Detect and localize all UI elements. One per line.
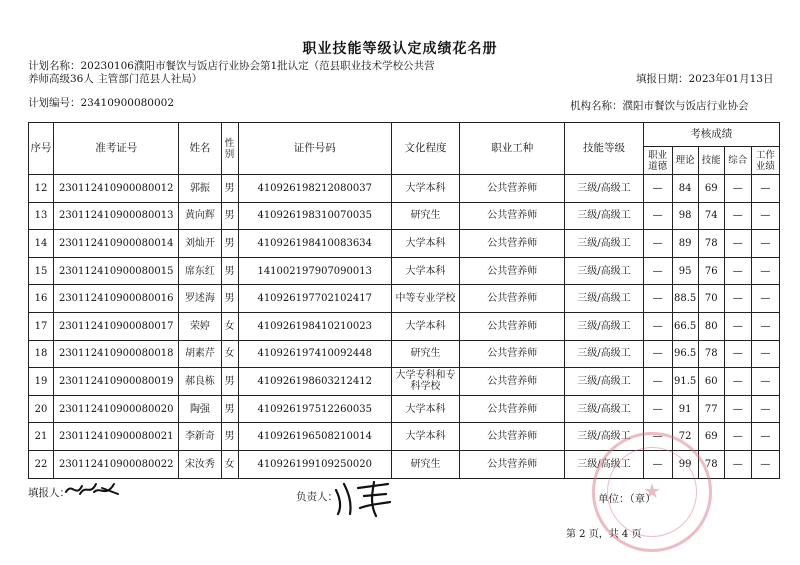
cell-theory: 95 — [672, 257, 698, 285]
fill-date: 填报日期：2023年01月13日 — [636, 73, 774, 85]
cell-gender: 男 — [221, 285, 238, 313]
cell-id-no: 141002197907090013 — [238, 257, 391, 285]
cell-seq: 19 — [29, 368, 54, 396]
cell-moral: — — [643, 450, 672, 478]
page-indicator: 第 2 页，共 4 页 — [566, 529, 642, 540]
cell-id-no: 410926199109250020 — [238, 450, 391, 478]
header-education: 文化程度 — [391, 123, 459, 175]
table-row — [29, 312, 780, 340]
cell-name: 刘灿开 — [179, 230, 221, 258]
cell-level: 三级/高级工 — [565, 395, 643, 423]
cell-performance: — — [751, 423, 779, 451]
header-theory: 理论 — [672, 147, 698, 175]
cell-theory: 66.5 — [672, 312, 698, 340]
table-row — [29, 340, 780, 368]
cell-performance: — — [751, 230, 779, 258]
cell-theory: 99 — [672, 450, 698, 478]
cell-id-no: 410926198212080037 — [238, 175, 391, 203]
table-row — [29, 368, 780, 396]
cell-moral: — — [643, 340, 672, 368]
cell-seq: 22 — [29, 450, 54, 478]
cell-name: 宋汝秀 — [179, 450, 221, 478]
cell-gender: 男 — [221, 423, 238, 451]
cell-name: 李新奇 — [179, 423, 221, 451]
table-row — [29, 230, 780, 258]
cell-seq: 18 — [29, 340, 54, 368]
cell-overall: — — [724, 230, 751, 258]
cell-education: 中等专业学校 — [391, 285, 459, 313]
cell-performance: — — [751, 450, 779, 478]
cell-theory: 91 — [672, 395, 698, 423]
cell-occupation: 公共营养师 — [460, 395, 565, 423]
header-skill: 技能 — [698, 147, 724, 175]
plan-name-line1: 计划名称：20230106濮阳市餐饮与饭店行业协会第1批认定（范县职业技术学校公共营 — [28, 60, 435, 72]
cell-exam-no: 230112410900080013 — [54, 202, 179, 230]
responsible-signature — [330, 478, 396, 518]
cell-education: 研究生 — [391, 340, 459, 368]
cell-exam-no: 230112410900080018 — [54, 340, 179, 368]
cell-moral: — — [643, 175, 672, 203]
cell-id-no: 410926196508210014 — [238, 423, 391, 451]
cell-overall: — — [724, 202, 751, 230]
cell-exam-no: 230112410900080012 — [54, 175, 179, 203]
cell-name: 黄向辉 — [179, 202, 221, 230]
cell-skill: 78 — [698, 230, 724, 258]
cell-performance: — — [751, 175, 779, 203]
cell-id-no: 410926198410083634 — [238, 230, 391, 258]
cell-gender: 女 — [221, 312, 238, 340]
header-overall: 综合 — [724, 147, 751, 175]
cell-seq: 20 — [29, 395, 54, 423]
cell-exam-no: 230112410900080020 — [54, 395, 179, 423]
cell-level: 三级/高级工 — [565, 285, 643, 313]
cell-overall: — — [724, 395, 751, 423]
table-row — [29, 257, 780, 285]
cell-moral: — — [643, 230, 672, 258]
cell-gender: 男 — [221, 257, 238, 285]
cell-moral: — — [643, 285, 672, 313]
cell-exam-no: 230112410900080014 — [54, 230, 179, 258]
cell-overall: — — [724, 423, 751, 451]
cell-exam-no: 230112410900080015 — [54, 257, 179, 285]
cell-seq: 21 — [29, 423, 54, 451]
cell-exam-no: 230112410900080021 — [54, 423, 179, 451]
cell-seq: 13 — [29, 202, 54, 230]
cell-exam-no: 230112410900080017 — [54, 312, 179, 340]
cell-gender: 男 — [221, 175, 238, 203]
cell-education: 研究生 — [391, 202, 459, 230]
organization-name: 机构名称：濮阳市餐饮与饭店行业协会 — [570, 100, 749, 112]
cell-education: 大学本科 — [391, 395, 459, 423]
cell-occupation: 公共营养师 — [460, 230, 565, 258]
cell-occupation: 公共营养师 — [460, 285, 565, 313]
cell-occupation: 公共营养师 — [460, 257, 565, 285]
score-roster-table — [28, 122, 780, 479]
plan-name-line2: 养师高级36人 主管部门范县人社局） — [28, 73, 203, 85]
cell-education: 大学本科 — [391, 257, 459, 285]
cell-occupation: 公共营养师 — [460, 175, 565, 203]
cell-performance: — — [751, 395, 779, 423]
header-seq: 序号 — [29, 123, 54, 175]
cell-gender: 女 — [221, 450, 238, 478]
cell-education: 研究生 — [391, 450, 459, 478]
cell-skill: 78 — [698, 340, 724, 368]
cell-moral: — — [643, 202, 672, 230]
header-performance: 工作业绩 — [751, 147, 779, 175]
cell-overall: — — [724, 340, 751, 368]
header-row — [29, 123, 780, 147]
table-row — [29, 202, 780, 230]
filler-signature — [62, 478, 122, 502]
filler-label: 填报人： — [28, 487, 70, 499]
cell-skill: 70 — [698, 285, 724, 313]
cell-overall: — — [724, 450, 751, 478]
cell-theory: 88.5 — [672, 285, 698, 313]
cell-occupation: 公共营养师 — [460, 450, 565, 478]
cell-level: 三级/高级工 — [565, 202, 643, 230]
cell-level: 三级/高级工 — [565, 423, 643, 451]
header-moral: 职业道德 — [643, 147, 672, 175]
cell-skill: 69 — [698, 423, 724, 451]
cell-education: 大学本科 — [391, 423, 459, 451]
cell-level: 三级/高级工 — [565, 257, 643, 285]
cell-level: 三级/高级工 — [565, 175, 643, 203]
cell-name: 郭振 — [179, 175, 221, 203]
cell-name: 郝良栋 — [179, 368, 221, 396]
cell-education: 大学本科 — [391, 175, 459, 203]
cell-moral: — — [643, 395, 672, 423]
cell-overall: — — [724, 368, 751, 396]
cell-occupation: 公共营养师 — [460, 423, 565, 451]
cell-id-no: 410926197512260035 — [238, 395, 391, 423]
cell-overall: — — [724, 285, 751, 313]
cell-name: 罗述海 — [179, 285, 221, 313]
cell-occupation: 公共营养师 — [460, 368, 565, 396]
cell-id-no: 410926197702102417 — [238, 285, 391, 313]
cell-name: 荣婷 — [179, 312, 221, 340]
organization-seal: ★ — [592, 432, 712, 552]
table-row — [29, 285, 780, 313]
cell-level: 三级/高级工 — [565, 450, 643, 478]
cell-name: 陶强 — [179, 395, 221, 423]
header-occupation: 职业工种 — [460, 123, 565, 175]
cell-level: 三级/高级工 — [565, 230, 643, 258]
cell-seq: 14 — [29, 230, 54, 258]
cell-id-no: 410926198310070035 — [238, 202, 391, 230]
cell-education: 大学本科 — [391, 230, 459, 258]
cell-name: 席东红 — [179, 257, 221, 285]
cell-gender: 男 — [221, 368, 238, 396]
cell-occupation: 公共营养师 — [460, 340, 565, 368]
cell-theory: 91.5 — [672, 368, 698, 396]
cell-education: 大学专科和专科学校 — [391, 368, 459, 396]
cell-skill: 76 — [698, 257, 724, 285]
cell-overall: — — [724, 175, 751, 203]
cell-exam-no: 230112410900080022 — [54, 450, 179, 478]
cell-skill: 80 — [698, 312, 724, 340]
cell-moral: — — [643, 312, 672, 340]
cell-id-no: 410926197410092448 — [238, 340, 391, 368]
cell-education: 大学本科 — [391, 312, 459, 340]
cell-skill: 69 — [698, 175, 724, 203]
cell-gender: 女 — [221, 340, 238, 368]
cell-gender: 男 — [221, 395, 238, 423]
cell-performance: — — [751, 285, 779, 313]
cell-gender: 男 — [221, 230, 238, 258]
unit-seal-label: 单位：（章） — [598, 493, 656, 505]
cell-name: 胡素芹 — [179, 340, 221, 368]
cell-level: 三级/高级工 — [565, 340, 643, 368]
cell-seq: 17 — [29, 312, 54, 340]
cell-performance: — — [751, 312, 779, 340]
cell-seq: 15 — [29, 257, 54, 285]
plan-number: 计划编号：23410900080002 — [28, 97, 175, 109]
table-row — [29, 395, 780, 423]
table-row — [29, 175, 780, 203]
cell-performance: — — [751, 202, 779, 230]
cell-gender: 男 — [221, 202, 238, 230]
cell-exam-no: 230112410900080019 — [54, 368, 179, 396]
cell-skill: 78 — [698, 450, 724, 478]
cell-skill: 77 — [698, 395, 724, 423]
cell-exam-no: 230112410900080016 — [54, 285, 179, 313]
cell-theory: 84 — [672, 175, 698, 203]
cell-moral: — — [643, 423, 672, 451]
header-name: 姓名 — [179, 123, 221, 175]
cell-occupation: 公共营养师 — [460, 312, 565, 340]
cell-id-no: 410926198410210023 — [238, 312, 391, 340]
cell-theory: 96.5 — [672, 340, 698, 368]
header-id-number: 证件号码 — [238, 123, 391, 175]
cell-performance: — — [751, 368, 779, 396]
cell-level: 三级/高级工 — [565, 368, 643, 396]
header-scores: 考核成绩 — [643, 123, 779, 147]
cell-occupation: 公共营养师 — [460, 202, 565, 230]
cell-skill: 74 — [698, 202, 724, 230]
cell-performance: — — [751, 257, 779, 285]
cell-id-no: 410926198603212412 — [238, 368, 391, 396]
cell-moral: — — [643, 368, 672, 396]
header-skill-level: 技能等级 — [565, 123, 643, 175]
cell-level: 三级/高级工 — [565, 312, 643, 340]
cell-theory: 98 — [672, 202, 698, 230]
cell-seq: 16 — [29, 285, 54, 313]
responsible-label: 负责人： — [296, 491, 338, 503]
header-gender: 性别 — [221, 123, 238, 175]
cell-overall: — — [724, 257, 751, 285]
cell-theory: 72 — [672, 423, 698, 451]
cell-moral: — — [643, 257, 672, 285]
cell-seq: 12 — [29, 175, 54, 203]
cell-performance: — — [751, 340, 779, 368]
page-title: 职业技能等级认定成绩花名册 — [302, 41, 498, 57]
cell-skill: 60 — [698, 368, 724, 396]
header-exam-number: 准考证号 — [54, 123, 179, 175]
cell-overall: — — [724, 312, 751, 340]
cell-theory: 89 — [672, 230, 698, 258]
